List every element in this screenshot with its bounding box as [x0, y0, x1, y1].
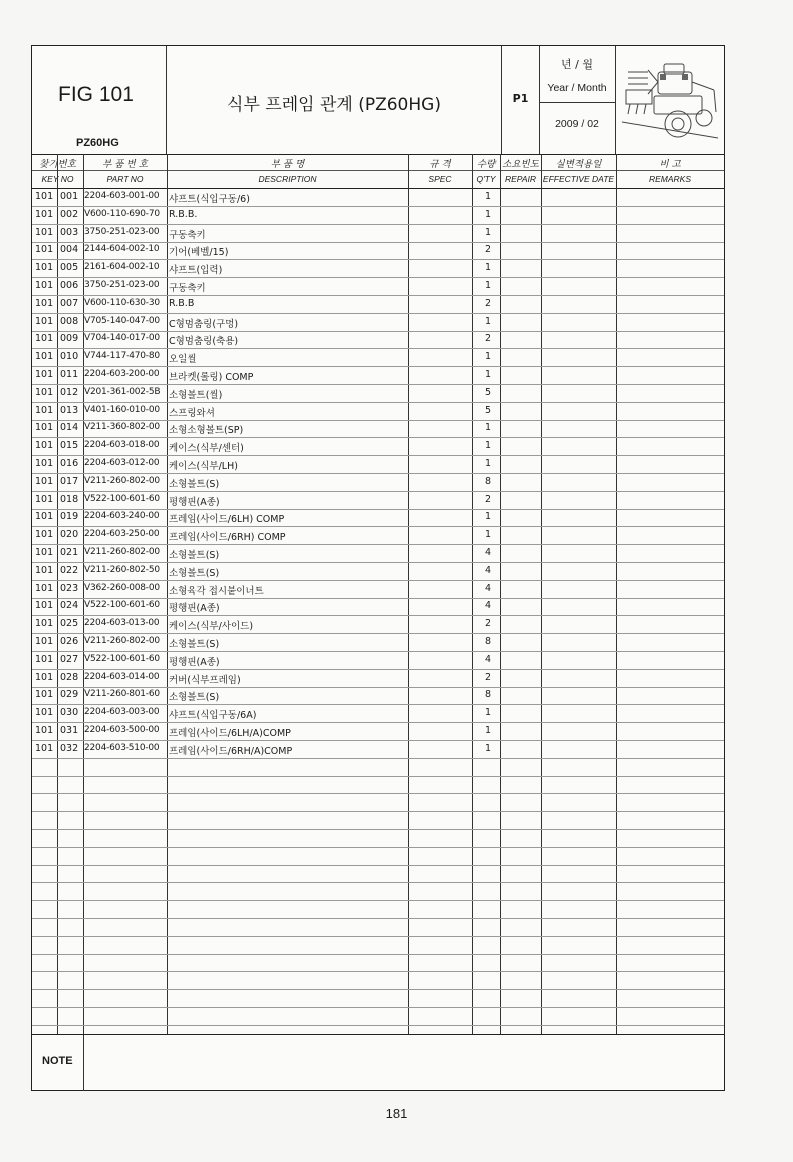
- seq-no: 009: [60, 333, 79, 345]
- key-no: 101: [35, 618, 54, 630]
- description: 구동축키: [169, 283, 206, 294]
- seq-no: 031: [60, 725, 79, 736]
- key-no: 101: [35, 564, 54, 576]
- figure-number: FIG 101: [58, 83, 134, 106]
- col-qty: 수량 Q'TY: [472, 154, 500, 188]
- quantity: 2: [484, 244, 492, 256]
- quantity: 1: [484, 191, 492, 202]
- seq-no: 019: [60, 511, 79, 523]
- key-no: 101: [35, 653, 54, 665]
- table-row: [32, 402, 724, 421]
- quantity: 1: [484, 458, 492, 469]
- key-no: 101: [35, 422, 54, 434]
- key-no: 101: [35, 547, 54, 558]
- table-row: [32, 384, 724, 403]
- description: 평행핀(A종): [169, 656, 220, 668]
- description: 스프링와셔: [169, 407, 215, 419]
- table-row: [32, 847, 724, 866]
- key-no: 101: [35, 333, 54, 345]
- model-name: PZ60HG: [76, 137, 119, 149]
- seq-no: 024: [60, 600, 79, 612]
- part-no: V705-140-047-00: [84, 315, 160, 326]
- part-no: 2161-604-002-10: [84, 262, 160, 273]
- description: 소형육각 접시붙이너트: [169, 585, 264, 597]
- seq-no: 016: [60, 458, 79, 469]
- part-no: 3750-251-023-00: [84, 280, 160, 290]
- part-no: 2204-603-200-00: [84, 369, 160, 379]
- seq-no: 017: [60, 475, 79, 487]
- part-no: 2144-604-002-10: [84, 244, 160, 255]
- description: 소형소형볼트(SP): [169, 425, 244, 437]
- seq-no: 014: [60, 422, 79, 434]
- description: 케이스(식부/센터): [169, 443, 244, 455]
- key-no: 101: [35, 671, 54, 683]
- part-no: V401-160-010-00: [84, 404, 160, 415]
- quantity: 5: [484, 386, 492, 398]
- table-row: [32, 775, 724, 794]
- quantity: 4: [484, 547, 492, 558]
- table-row: [32, 259, 724, 278]
- table-row: [32, 419, 724, 438]
- table-row: [32, 793, 724, 812]
- seq-no: 029: [60, 689, 79, 701]
- part-no: 2204-603-500-00: [84, 725, 160, 735]
- description: 케이스(식부/사이드): [169, 621, 254, 633]
- table-row: [32, 989, 724, 1008]
- description: 기어(베벨/15): [169, 247, 229, 259]
- seq-no: 004: [60, 244, 79, 256]
- seq-no: 012: [60, 386, 79, 398]
- part-no: V211-260-802-00: [84, 475, 160, 486]
- year-month-en: Year / Month: [547, 82, 607, 94]
- rice-transplanter-illustration: [618, 52, 722, 148]
- quantity: 8: [484, 636, 492, 647]
- key-no: 101: [35, 226, 54, 238]
- seq-no: 005: [60, 262, 79, 274]
- figure-title: 식부 프레임 관계 (PZ60HG): [227, 95, 441, 115]
- quantity: 2: [484, 333, 492, 345]
- table-row: [32, 330, 724, 349]
- table-row: [32, 562, 724, 581]
- col-key: 찾기번호 KEY NO: [32, 154, 83, 188]
- part-no: 2204-603-003-00: [84, 707, 160, 718]
- quantity: 1: [484, 511, 492, 523]
- issue-date: 2009 / 02: [555, 118, 599, 130]
- quantity: 4: [484, 582, 492, 594]
- key-no: 101: [35, 725, 54, 736]
- seq-no: 013: [60, 404, 79, 416]
- key-no: 101: [35, 369, 54, 380]
- description: 샤프트(입력): [169, 265, 223, 277]
- table-row: [32, 437, 724, 456]
- note-section: [32, 1034, 724, 1091]
- table-row: [32, 633, 724, 652]
- key-no: 101: [35, 475, 54, 487]
- description: 구동축키: [169, 229, 206, 241]
- key-no: 101: [35, 458, 54, 469]
- seq-no: 011: [60, 369, 79, 380]
- key-no: 101: [35, 493, 54, 505]
- description: 소형볼트(씰): [169, 389, 223, 401]
- table-row: [32, 882, 724, 901]
- seq-no: 032: [60, 742, 79, 754]
- key-no: 101: [35, 386, 54, 398]
- quantity: 2: [484, 618, 492, 630]
- table-row: [32, 597, 724, 616]
- part-no: V211-360-802-00: [84, 422, 160, 433]
- description: 평행핀(A종): [169, 496, 220, 508]
- quantity: 8: [484, 475, 492, 487]
- key-no: 101: [35, 636, 54, 647]
- year-month-kr: 년 / 월: [561, 58, 593, 71]
- key-no: 101: [35, 600, 54, 612]
- table-row: [32, 936, 724, 955]
- description: 소형볼트(S): [169, 478, 220, 490]
- note-label: NOTE: [42, 1055, 73, 1067]
- quantity: 1: [484, 208, 492, 220]
- description: 브라켓(롤링) COMP: [169, 372, 254, 383]
- seq-no: 030: [60, 707, 79, 719]
- quantity: 8: [484, 689, 492, 701]
- table-row: [32, 953, 724, 972]
- key-no: 101: [35, 582, 54, 594]
- quantity: 4: [484, 564, 492, 576]
- table-row: [32, 348, 724, 367]
- table-row: [32, 669, 724, 688]
- description: 소형볼트(S): [169, 639, 220, 650]
- seq-no: 023: [60, 582, 79, 594]
- seq-no: 007: [60, 297, 79, 309]
- description: 프레임(사이드/6RH) COMP: [169, 532, 286, 544]
- description: 소형볼트(S): [169, 550, 220, 561]
- key-no: 101: [35, 404, 54, 416]
- part-no: 2204-603-250-00: [84, 529, 160, 540]
- part-no: V600-110-630-30: [84, 297, 160, 308]
- description: C형멈춤링(축용): [169, 336, 239, 348]
- description: 소형볼트(S): [169, 567, 220, 579]
- quantity: 1: [484, 529, 492, 541]
- part-no: V522-100-601-60: [84, 493, 160, 504]
- col-remarks: 비 고 REMARKS: [616, 154, 724, 188]
- part-no: 2204-603-012-00: [84, 458, 160, 468]
- table-row: [32, 900, 724, 919]
- part-no: 2204-603-240-00: [84, 511, 160, 522]
- column-header: [32, 154, 724, 189]
- quantity: 1: [484, 707, 492, 719]
- seq-no: 002: [60, 208, 79, 220]
- part-no: 2204-603-014-00: [84, 671, 160, 682]
- quantity: 1: [484, 315, 492, 327]
- part-no: V201-361-002-5B: [84, 386, 161, 397]
- table-row: [32, 188, 724, 207]
- table-row: [32, 811, 724, 830]
- key-no: 101: [35, 244, 54, 256]
- table-row: [32, 491, 724, 510]
- table-row: [32, 740, 724, 759]
- table-row: [32, 313, 724, 332]
- part-no: 2204-603-001-00: [84, 191, 160, 201]
- sheet-header: [32, 46, 724, 155]
- part-no: V522-100-601-60: [84, 600, 160, 611]
- table-row: [32, 473, 724, 492]
- col-spec: 규 격 SPEC: [408, 154, 472, 188]
- table-row: [32, 829, 724, 848]
- col-part: 부 품 번 호 PART NO: [83, 154, 167, 188]
- quantity: 5: [484, 404, 492, 416]
- seq-no: 010: [60, 351, 79, 363]
- quantity: 1: [484, 351, 492, 363]
- quantity: 1: [484, 369, 492, 380]
- table-row: [32, 224, 724, 243]
- key-no: 101: [35, 689, 54, 701]
- table-row: [32, 704, 724, 723]
- part-no: V600-110-690-70: [84, 208, 160, 219]
- part-no: V704-140-017-00: [84, 333, 160, 344]
- col-description: 부 품 명 DESCRIPTION: [167, 154, 408, 188]
- description: 오일씰: [169, 354, 197, 366]
- description: 프레임(사이드/6RH/A)COMP: [169, 745, 293, 757]
- quantity: 2: [484, 297, 492, 309]
- key-no: 101: [35, 191, 54, 202]
- table-row: [32, 277, 724, 296]
- part-no: V211-260-802-00: [84, 547, 160, 557]
- quantity: 1: [484, 280, 492, 291]
- key-no: 101: [35, 315, 54, 327]
- table-row: [32, 722, 724, 741]
- table-row: [32, 615, 724, 634]
- table-row: [32, 508, 724, 527]
- key-no: 101: [35, 262, 54, 274]
- description: R.B.B.: [169, 208, 198, 220]
- table-row: [32, 241, 724, 260]
- part-no: V211-260-801-60: [84, 689, 160, 700]
- part-no: V522-100-601-60: [84, 653, 160, 664]
- table-row: [32, 455, 724, 474]
- description: 샤프트(식입구동/6A): [169, 710, 257, 722]
- quantity: 1: [484, 422, 492, 434]
- year-month-box: [539, 46, 615, 152]
- key-no: 101: [35, 208, 54, 220]
- key-no: 101: [35, 707, 54, 719]
- seq-no: 021: [60, 547, 79, 558]
- seq-no: 003: [60, 226, 79, 238]
- key-no: 101: [35, 511, 54, 523]
- seq-no: 020: [60, 529, 79, 541]
- part-no: V211-260-802-50: [84, 564, 160, 575]
- description: 소형볼트(S): [169, 692, 220, 704]
- parts-list-sheet: [31, 45, 725, 1091]
- key-no: 101: [35, 297, 54, 309]
- part-no: 2204-603-018-00: [84, 440, 160, 451]
- seq-no: 001: [60, 191, 79, 202]
- part-no: V211-260-802-00: [84, 636, 160, 646]
- key-no: 101: [35, 280, 54, 291]
- key-no: 101: [35, 440, 54, 452]
- quantity: 4: [484, 600, 492, 612]
- page-number: 181: [385, 1106, 408, 1121]
- table-row: [32, 1007, 724, 1026]
- description: 샤프트(식입구동/6): [169, 194, 250, 205]
- quantity: 4: [484, 653, 492, 665]
- col-repair: 소요빈도 REPAIR: [500, 154, 541, 188]
- seq-no: 028: [60, 671, 79, 683]
- seq-no: 027: [60, 653, 79, 665]
- seq-no: 026: [60, 636, 79, 647]
- quantity: 1: [484, 725, 492, 736]
- quantity: 1: [484, 742, 492, 754]
- description: 케이스(식부/LH): [169, 461, 238, 472]
- divider: [615, 46, 616, 154]
- col-effective-date: 실변적용일 EFFECTIVE DATE: [542, 159, 615, 184]
- part-no: 2204-603-510-00: [84, 742, 160, 753]
- seq-no: 025: [60, 618, 79, 630]
- quantity: 1: [484, 262, 492, 274]
- table-row: [32, 686, 724, 705]
- seq-no: 006: [60, 280, 79, 291]
- description: 프레임(사이드/6LH) COMP: [169, 514, 285, 526]
- table-row: [32, 295, 724, 314]
- table-row: [32, 758, 724, 777]
- quantity: 2: [484, 671, 492, 683]
- quantity: 1: [484, 440, 492, 452]
- seq-no: 022: [60, 564, 79, 576]
- table-row: [32, 366, 724, 385]
- part-no: 2204-603-013-00: [84, 618, 160, 629]
- table-row: [32, 580, 724, 599]
- table-row: [32, 651, 724, 670]
- quantity: 2: [484, 493, 492, 505]
- table-row: [32, 918, 724, 937]
- description: 프레임(사이드/6LH/A)COMP: [169, 728, 291, 739]
- key-no: 101: [35, 351, 54, 363]
- key-no: 101: [35, 529, 54, 541]
- description: 커버(식부프레임): [169, 674, 241, 686]
- description: R.B.B: [169, 297, 195, 309]
- table-row: [32, 544, 724, 563]
- seq-no: 015: [60, 440, 79, 452]
- part-no: V744-117-470-80: [84, 351, 160, 362]
- page-code: P1: [512, 92, 529, 105]
- quantity: 1: [484, 226, 492, 238]
- seq-no: 008: [60, 315, 79, 327]
- part-no: V362-260-008-00: [84, 582, 160, 593]
- part-no: 3750-251-023-00: [84, 226, 160, 237]
- table-row: [32, 206, 724, 225]
- key-no: 101: [35, 742, 54, 754]
- table-row: [32, 526, 724, 545]
- description: C형멈춤링(구멍): [169, 318, 239, 330]
- table-row: [32, 864, 724, 883]
- description: 평행핀(A종): [169, 603, 220, 615]
- seq-no: 018: [60, 493, 79, 505]
- table-row: [32, 971, 724, 990]
